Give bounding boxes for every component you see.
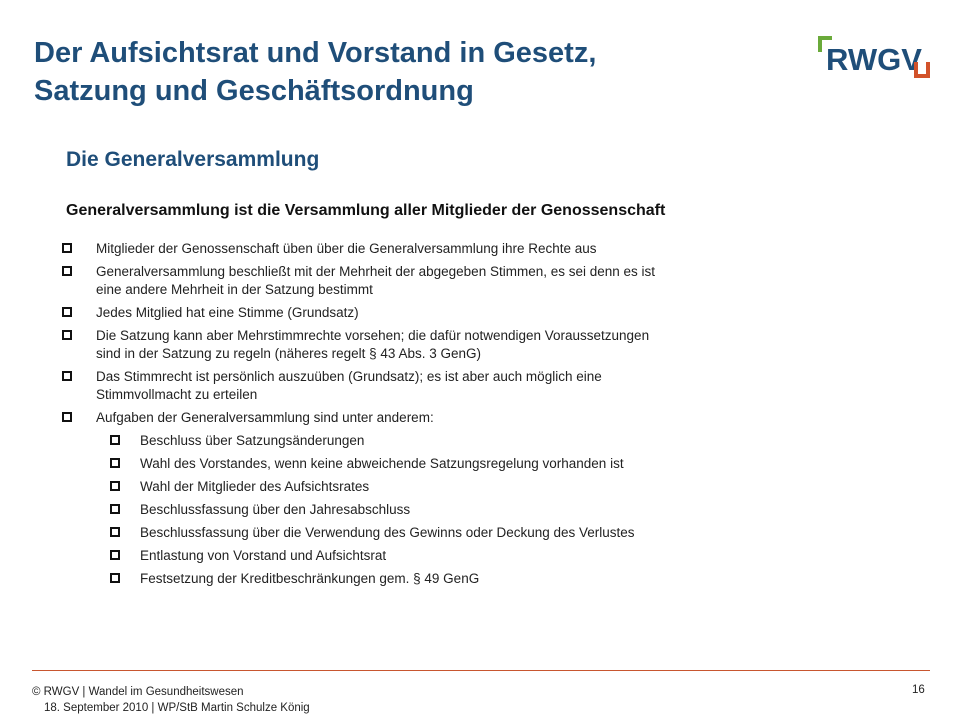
checkbox-bullet-icon xyxy=(110,573,120,583)
sub-list-item: Beschluss über Satzungsänderungen xyxy=(110,432,782,450)
sub-list-item: Festsetzung der Kreditbeschränkungen gem. § 49 GenG xyxy=(110,570,782,588)
bullet-list xyxy=(62,240,782,593)
list-item: Das Stimmrecht ist persönlich auszuüben (Grundsatz); es ist aber auch möglich eine Stimmvollmacht zu erteilen xyxy=(62,368,782,404)
rwgv-logo xyxy=(818,36,930,78)
checkbox-bullet-icon xyxy=(62,266,72,276)
checkbox-bullet-icon xyxy=(62,330,72,340)
checkbox-bullet-icon xyxy=(62,371,72,381)
slide-title-line2: Satzung und Geschäftsordnung xyxy=(34,75,474,107)
footer-line1: © RWGV | Wandel im Gesundheitswesen xyxy=(32,686,244,698)
list-item: Generalversammlung beschließt mit der Mehrheit der abgegeben Stimmen, es sei denn es ist eine andere Mehrheit in der Satzung bestimmt xyxy=(62,263,782,299)
list-item: Jedes Mitglied hat eine Stimme (Grundsatz) xyxy=(62,304,782,322)
footer-info xyxy=(32,684,310,716)
footer-line2: 18. September 2010 | WP/StB Martin Schulze König xyxy=(44,702,310,714)
checkbox-bullet-icon xyxy=(62,307,72,317)
footer-divider xyxy=(32,670,930,671)
slide-title xyxy=(34,34,754,110)
intro-statement: Generalversammlung ist die Versammlung aller Mitglieder der Genossenschaft xyxy=(66,202,666,219)
svg-text:RWGV: RWGV xyxy=(826,42,922,77)
checkbox-bullet-icon xyxy=(110,550,120,560)
checkbox-bullet-icon xyxy=(62,243,72,253)
page-number: 16 xyxy=(912,684,925,696)
list-item: Aufgaben der Generalversammlung sind unter anderem: xyxy=(62,409,782,427)
sub-list-item: Beschlussfassung über die Verwendung des Gewinns oder Deckung des Verlustes xyxy=(110,524,782,542)
sub-list-item: Beschlussfassung über den Jahresabschluss xyxy=(110,501,782,519)
checkbox-bullet-icon xyxy=(110,527,120,537)
list-item: Mitglieder der Genossenschaft üben über die Generalversammlung ihre Rechte aus xyxy=(62,240,782,258)
sub-list-item: Wahl des Vorstandes, wenn keine abweichende Satzungsregelung vorhanden ist xyxy=(110,455,782,473)
section-title: Die Generalversammlung xyxy=(66,148,320,171)
checkbox-bullet-icon xyxy=(62,412,72,422)
checkbox-bullet-icon xyxy=(110,504,120,514)
slide-title-line1: Der Aufsichtsrat und Vorstand in Gesetz, xyxy=(34,37,597,69)
checkbox-bullet-icon xyxy=(110,458,120,468)
checkbox-bullet-icon xyxy=(110,481,120,491)
list-item: Die Satzung kann aber Mehrstimmrechte vorsehen; die dafür notwendigen Voraussetzungen sind in der Satzung zu regeln (näheres regelt § 43 Abs. 3 GenG) xyxy=(62,327,782,363)
sub-list-item: Wahl der Mitglieder des Aufsichtsrates xyxy=(110,478,782,496)
sub-list-item: Entlastung von Vorstand und Aufsichtsrat xyxy=(110,547,782,565)
checkbox-bullet-icon xyxy=(110,435,120,445)
